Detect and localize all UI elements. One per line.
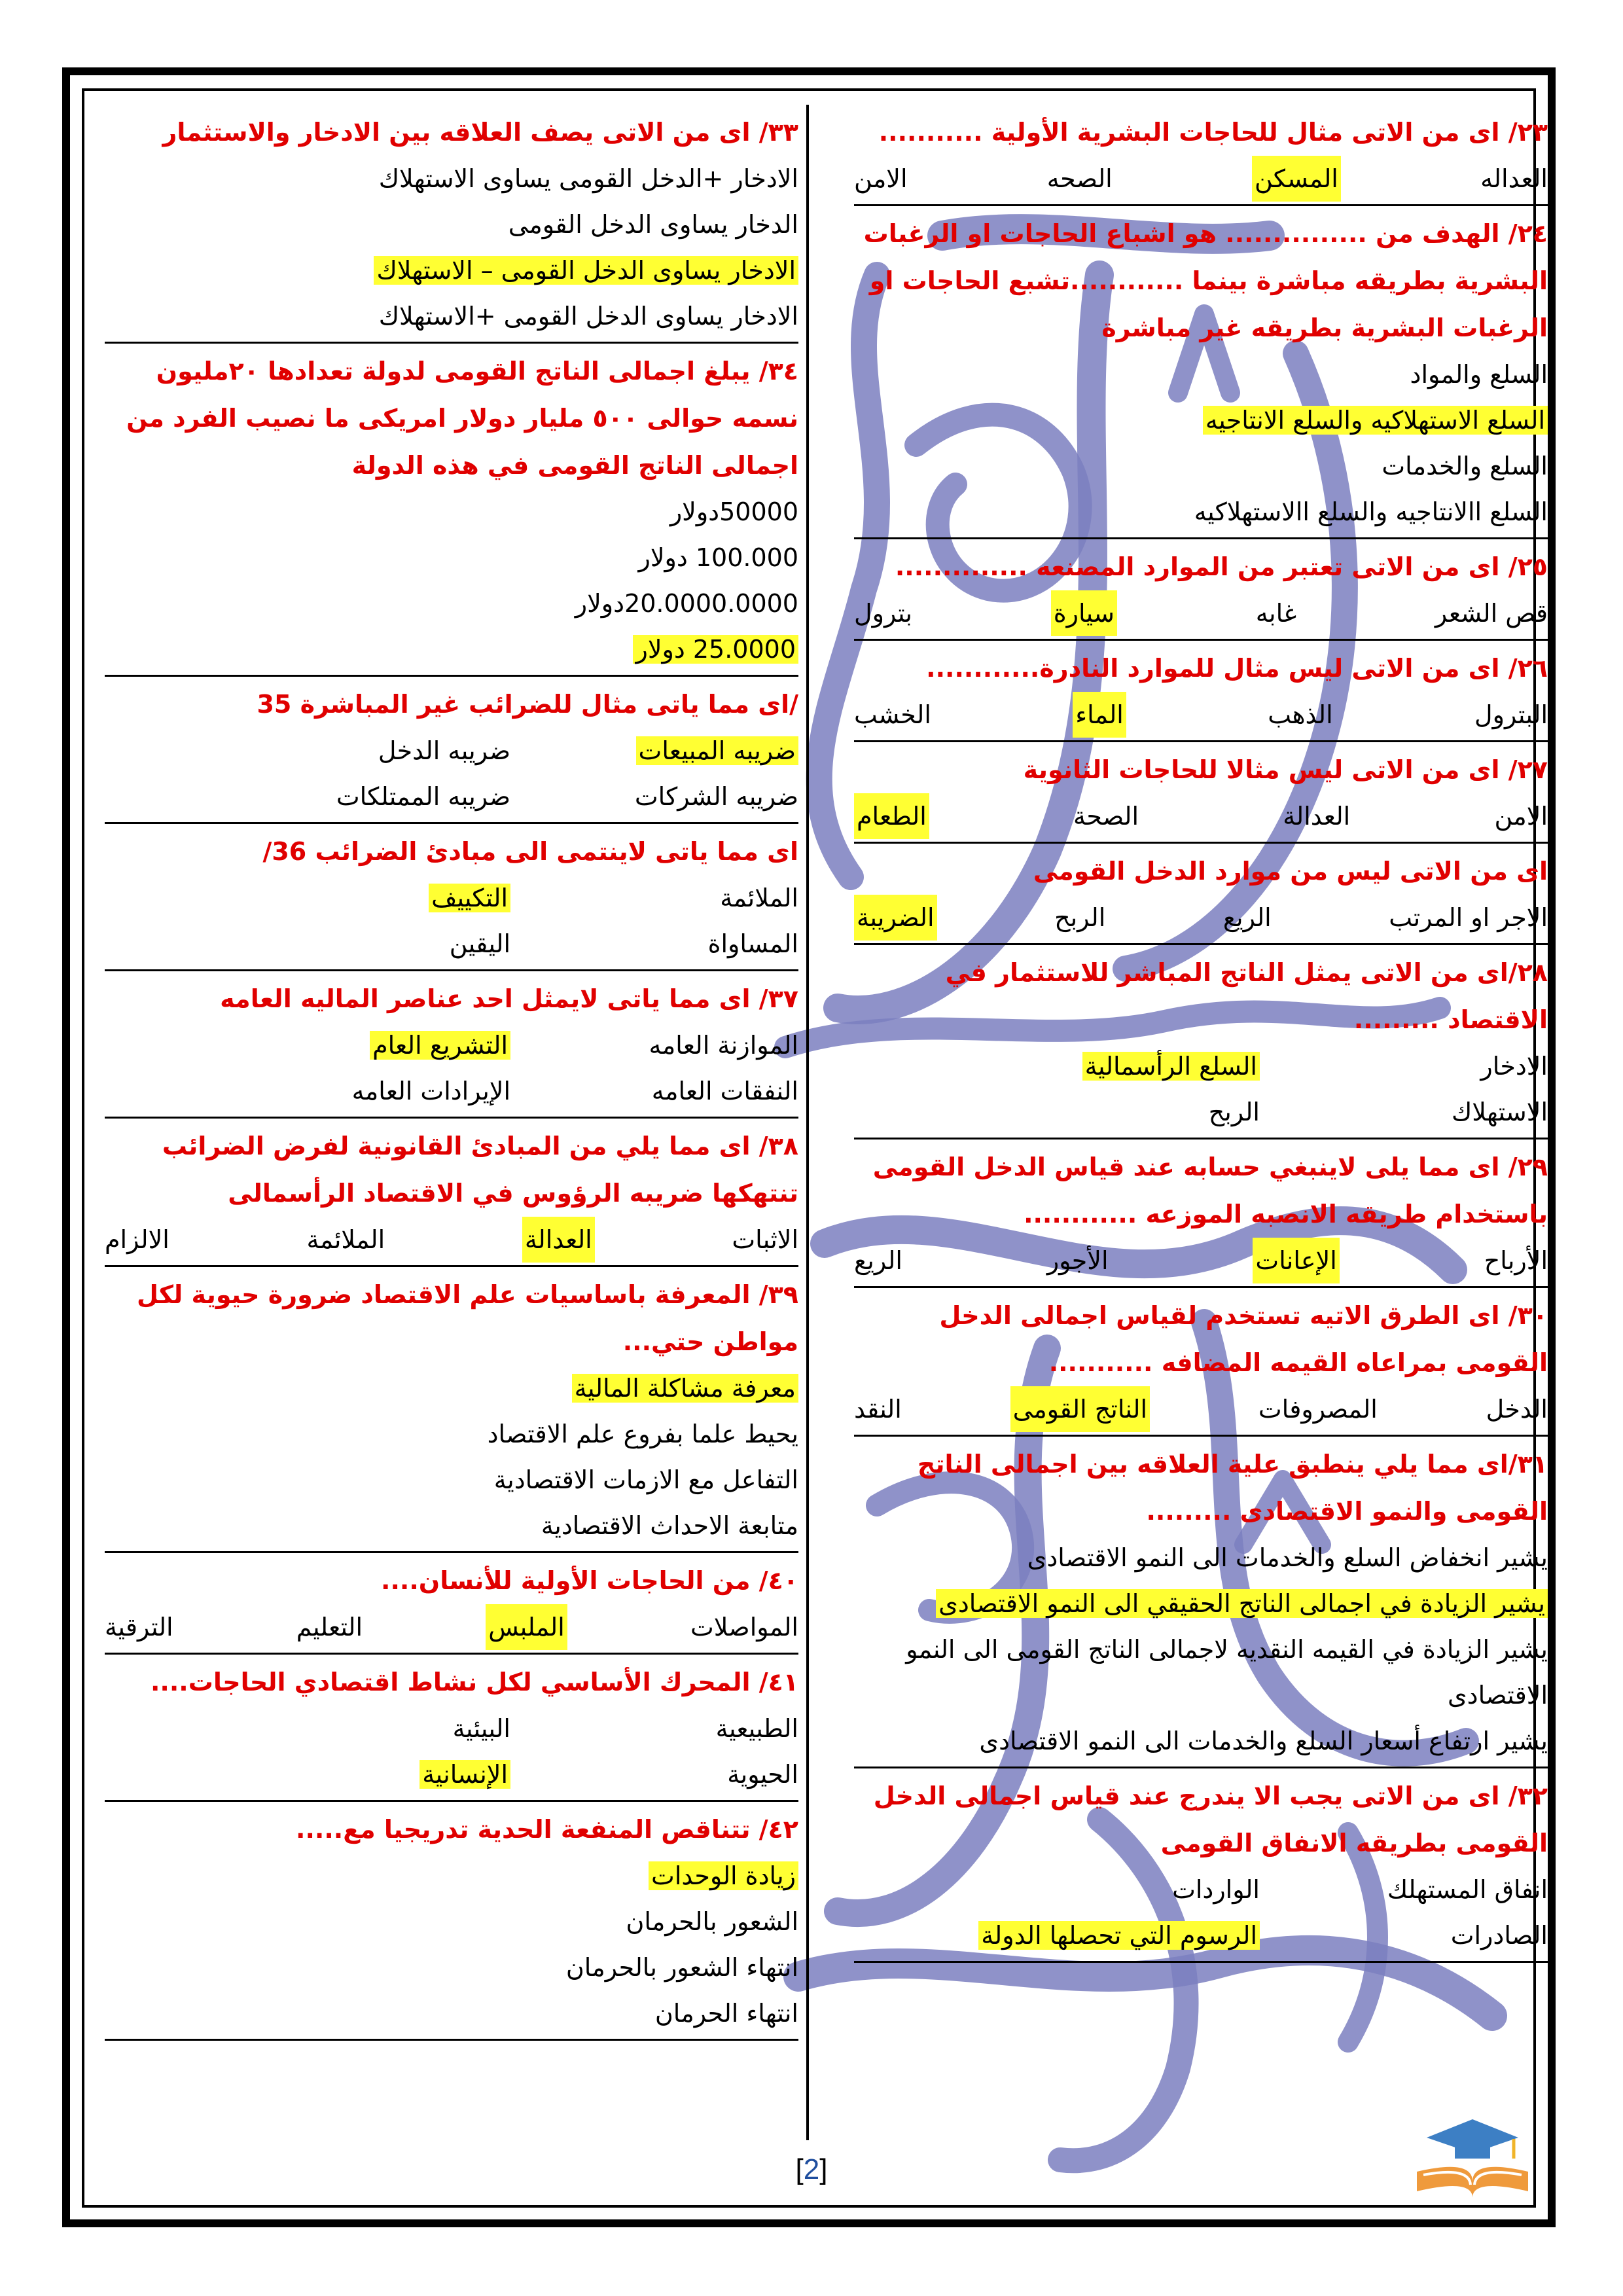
answer-option: الطبيعية (715, 1714, 798, 1743)
answer-option: يشير الزيادة في اجمالى الناتج الحقيقي الى النمو الاقتصادى (936, 1589, 1548, 1618)
answer-option: الأجور (1046, 1246, 1109, 1275)
question-text: ٣٨/ اى مما يلي من المبادئ القانونية لفرض الضرائب تنتهكها ضريبه الرؤوس في الاقتصاد الرأسمالى (162, 1132, 798, 1208)
answer-option: الادخار يساوى الدخل القومى +الاستهلاك (378, 302, 798, 331)
question-text: /اى مما ياتى مثال للضرائب غير المباشرة 35 (257, 690, 798, 719)
question-text: ٢٩/ اى مما يلى لاينبغي حسابه عند قياس الدخل القومى باستخدام طريقه الانصبه الموزعه ............ (872, 1153, 1548, 1229)
question-block (105, 1119, 798, 1267)
question-text: ٣٢/ اى من الاتى يجب الا يندرج عند قياس اجمالى الدخل القومى بطريقه الانفاق القومى (873, 1782, 1548, 1857)
answer-option: ضريبه الممتلكات (336, 782, 510, 811)
answer-options (854, 351, 1548, 535)
question-block (105, 1553, 798, 1655)
answer-option: الرسوم التي تحصلها الدولة (978, 1921, 1260, 1950)
answer-options (105, 156, 798, 339)
answer-option: البيئية (452, 1714, 510, 1743)
question-block (854, 206, 1548, 539)
question-block (854, 1139, 1548, 1288)
question-text: ٢٦/ اى من الاتى ليس مثال للموارد النادرة............ (926, 654, 1548, 683)
answer-options (854, 1386, 1548, 1432)
answer-option: الادخار +الدخل القومى يساوى الاستهلاك (378, 164, 798, 193)
question-text: ٣٣/ اى من الاتى يصف العلاقه بين الادخار والاستثمار (162, 118, 798, 147)
answer-option: السلع الاستهلاكيه والسلع الانتاجيه (1203, 406, 1548, 435)
answer-option: بترول (854, 599, 912, 628)
right-column (854, 105, 1548, 1963)
answer-options (105, 489, 798, 672)
answer-option: التكييف (429, 884, 510, 912)
answer-option: الإنسانية (419, 1760, 510, 1789)
question-block (105, 971, 798, 1119)
question-text: اى مما ياتى لاينتمى الى مبادئ الضرائب 36/ (262, 837, 798, 866)
answer-option: الامن (1494, 802, 1548, 831)
question-block (105, 1802, 798, 2041)
answer-option: الادخار يساوى الدخل القومى – الاستهلاك (374, 256, 798, 285)
answer-option: ضريبه المبيعات (636, 736, 798, 765)
answer-options (105, 1706, 798, 1797)
answer-option: الاثبات (732, 1225, 798, 1254)
question-block (854, 1288, 1548, 1437)
answer-options (105, 1604, 798, 1650)
answer-option: العداله (1480, 164, 1548, 193)
question-block (854, 945, 1548, 1139)
answer-option: الضريبة (854, 895, 936, 941)
answer-option: الامن (854, 164, 908, 193)
answer-option: الملبس (486, 1604, 567, 1650)
answer-option: ضريبه الدخل (378, 736, 510, 765)
question-text: اى من الاتى ليس من موارد الدخل القومى (1033, 857, 1548, 886)
answer-option: التفاعل مع الازمات الاقتصادية (493, 1465, 798, 1494)
answer-options (854, 1043, 1548, 1135)
question-block (854, 1437, 1548, 1768)
answer-option: الشعور بالحرمان (626, 1907, 798, 1936)
answer-option: النفقات العامه (651, 1077, 798, 1105)
answer-option: العدالة (1283, 802, 1351, 831)
answer-option: الحيوية (727, 1760, 798, 1789)
question-text: ٤١/ المحرك الأساسي لكل نشاط اقتصادي الحاجات.... (151, 1668, 798, 1696)
answer-option: الربح (1208, 1098, 1260, 1126)
answer-option: 25.0000 دولار (633, 635, 798, 664)
question-block (854, 539, 1548, 641)
answer-option: المسكن (1252, 156, 1341, 202)
answer-option: النقد (854, 1395, 902, 1424)
answer-option: الملائمة (720, 884, 798, 912)
answer-option: الصحه (1046, 164, 1113, 193)
answer-option: الاجر او المرتب (1389, 903, 1548, 932)
page-number: [2] (795, 2153, 828, 2185)
answer-options (105, 1022, 798, 1114)
question-text: ٢٥/ اى من الاتى تعتبر من الموارد المصنعه .............. (895, 552, 1548, 581)
answer-option: الذهب (1268, 700, 1333, 729)
question-text: ٢٧/ اى من الاتى ليس مثالا للحاجات الثانوية (1023, 755, 1548, 784)
answer-option: ضريبه الشركات (634, 782, 798, 811)
question-text: ٤٢/ تتناقص المنفعة الحدية تدريجيا مع..... (296, 1815, 798, 1844)
column-divider (806, 105, 809, 2140)
question-block (854, 641, 1548, 742)
answer-option: الموازنة العامه (649, 1031, 798, 1060)
answer-option: الصحة (1073, 802, 1139, 831)
answer-option: 20.0000.0000دولار (575, 589, 798, 618)
question-text: ٤٠/ من الحاجات الأولية للأنسان.... (381, 1566, 798, 1595)
question-text: ٣٠/ اى الطرق الاتيه تستخدم لقياس اجمالى الدخل القومى بمراعاه القيمه المضافه ........... (939, 1301, 1548, 1377)
question-block (105, 1655, 798, 1802)
answer-option: المواصلات (690, 1613, 798, 1641)
question-block (854, 742, 1548, 844)
answer-option: الطعام (854, 793, 929, 839)
answer-option: يحيط علما بفروع علم الاقتصاد (487, 1420, 798, 1448)
answer-option: الاستهلاك (1451, 1098, 1548, 1126)
answer-option: الأرباح (1484, 1246, 1548, 1275)
question-block (854, 844, 1548, 945)
question-text: ٣٩/ المعرفة باساسيات علم الاقتصاد ضرورة حيوية لكل مواطن حتي... (137, 1280, 798, 1356)
question-block (105, 677, 798, 824)
question-block (854, 1768, 1548, 1963)
answer-option: المصروفات (1258, 1395, 1378, 1424)
answer-option: السلع والخدمات (1382, 452, 1548, 480)
answer-options (854, 590, 1548, 636)
answer-option: يشير انخفاض السلع والخدمات الى النمو الاقتصادى (1027, 1543, 1548, 1572)
answer-option: الإيرادات العامه (351, 1077, 510, 1105)
left-column (105, 105, 798, 2041)
answer-options (105, 1853, 798, 2036)
answer-options (854, 1238, 1548, 1283)
answer-option: الربح (1054, 903, 1106, 932)
answer-option: الترقية (105, 1613, 173, 1641)
answer-option: يشير الزيادة في القيمه النقديه لاجمالى الناتج القومى الى النمو الاقتصادى (906, 1635, 1548, 1710)
answer-option: التعليم (296, 1613, 363, 1641)
answer-option: الملائمة (306, 1225, 385, 1254)
question-text: ٣٤/ يبلغ اجمالى الناتج القومى لدولة تعدادها ٢٠مليون نسمه حوالى ٥٠٠ مليار دولار امريكى ما نصيب الفرد من اجمالى الناتج القومى في هذه الدولة (126, 357, 798, 480)
question-block (105, 1267, 798, 1553)
answer-options (105, 1217, 798, 1263)
answer-option: اليقين (449, 929, 510, 958)
answer-options (854, 1535, 1548, 1764)
answer-option: معرفة مشاكلة المالية (572, 1374, 798, 1403)
answer-option: الريع (1222, 903, 1272, 932)
answer-option: العدالة (522, 1217, 595, 1263)
question-block (105, 105, 798, 344)
answer-option: انتهاء الشعور بالحرمان (565, 1953, 798, 1982)
answer-option: الدخار يساوى الدخل القومى (508, 210, 798, 239)
answer-option: المساواة (707, 929, 798, 958)
answer-options (854, 793, 1548, 839)
answer-options (854, 895, 1548, 941)
question-text: ٣٧/ اى مما ياتى لايمثل احد عناصر الماليه العامه (220, 984, 798, 1013)
answer-option: قص الشعر (1435, 599, 1548, 628)
question-text: ٣١/اى مما يلي ينطبق علية العلاقه بين اجمالى الناتج القومى والنمو الاقتصادى ......... (917, 1450, 1548, 1526)
answer-options (105, 728, 798, 819)
answer-options (854, 1867, 1548, 1958)
answer-option: متابعة الاحداث الاقتصادية (541, 1511, 798, 1540)
answer-options (854, 156, 1548, 202)
question-text: ٢٤/ الهدف من ............... هو اشباع الحاجات او الرغبات البشرية بطريقه مباشرة بينما ............تشبع الحاجات او الرغبات البشرية بطريقه غير مباشرة (863, 219, 1548, 342)
question-text: ٢٣/ اى من الاتى مثال للحاجات البشرية الأولية ........... (878, 118, 1548, 147)
answer-option: 50000دولار (669, 497, 798, 526)
question-block (105, 344, 798, 677)
question-block (854, 105, 1548, 206)
answer-options (105, 1365, 798, 1549)
answer-option: غابه (1255, 599, 1297, 628)
question-text: ٢٨/اى من الاتى يمثل الناتج المباشر للاستثمار في الاقتصاد ......... (945, 958, 1548, 1034)
answer-option: انفاق المستهلك (1387, 1875, 1548, 1904)
answer-option: الريع (854, 1246, 902, 1275)
answer-option: يشير ارتفاع أسعار السلع والخدمات الى النمو الاقتصادى (979, 1727, 1548, 1755)
answer-option: الصادرات (1450, 1921, 1548, 1950)
answer-option: زيادة الوحدات (649, 1861, 798, 1890)
answer-option: التشريع العام (370, 1031, 510, 1060)
answer-option: الدخل (1486, 1395, 1548, 1424)
graduation-cap-book-logo-icon (1397, 2113, 1548, 2211)
answer-option: السلع الرأسمالية (1082, 1052, 1260, 1081)
answer-option: الناتج القومى (1010, 1386, 1150, 1432)
answer-option: الماء (1073, 692, 1126, 738)
answer-options (105, 875, 798, 967)
answer-option: الخشب (854, 700, 931, 729)
answer-option: سيارة (1051, 590, 1117, 636)
answer-option: السلع االانتاجيه والسلع االاستهلاكيه (1194, 497, 1548, 526)
answer-options (854, 692, 1548, 738)
answer-option: الادخار (1480, 1052, 1548, 1081)
answer-option: الواردات (1172, 1875, 1260, 1904)
answer-option: 100.000 دولار (638, 543, 798, 572)
answer-option: انتهاء الحرمان (654, 1999, 798, 2028)
answer-option: السلع والمواد (1410, 360, 1548, 389)
answer-option: الإعانات (1253, 1238, 1339, 1283)
answer-option: البترول (1474, 700, 1548, 729)
question-block (105, 824, 798, 971)
answer-option: الالزام (105, 1225, 169, 1254)
